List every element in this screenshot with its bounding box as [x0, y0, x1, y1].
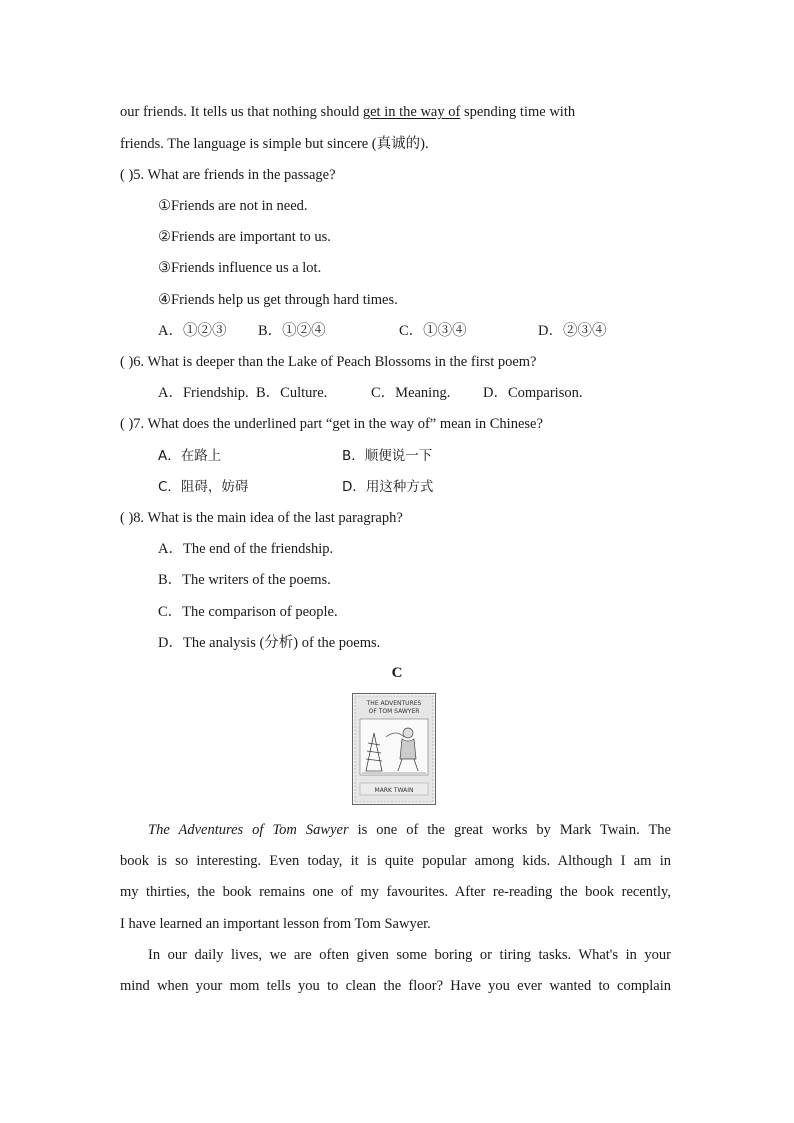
q7-option-a[interactable]: A．在路上 — [158, 448, 222, 464]
para1-line-3: my thirties, the book remains one of my favourites. After re-reading the book recently, — [120, 884, 671, 900]
q7-option-c[interactable]: C．阻碍，妨碍 — [158, 479, 249, 495]
statement-1: ①Friends are not in need. — [158, 198, 308, 214]
book-cover-image — [352, 693, 436, 805]
q6-option-c[interactable]: C．Meaning. — [371, 385, 451, 401]
para1-line-2: book is so interesting. Even today, it is quite popular among kids. Although I am in — [120, 853, 671, 869]
q5-option-a[interactable]: A．①②③ — [158, 323, 227, 339]
statement-2: ②Friends are important to us. — [158, 229, 331, 245]
question-5-stem: ( )5. What are friends in the passage? — [120, 167, 336, 183]
statement-4: ④Friends help us get through hard times. — [158, 292, 398, 308]
q5-option-d[interactable]: D．②③④ — [538, 323, 607, 339]
q8-option-a[interactable]: A．The end of the friendship. — [158, 541, 334, 557]
passage-text: our friends. It tells us that nothing should — [120, 104, 363, 120]
svg-text:THE ADVENTURES: THE ADVENTURES — [366, 700, 422, 707]
para2-line-2: mind when your mom tells you to clean the floor? Have you ever wanted to complain — [120, 978, 671, 994]
q7-option-d[interactable]: D．用这种方式 — [342, 479, 434, 495]
passage-line-1 — [120, 102, 671, 122]
question-7-stem: ( )7. What does the underlined part “get in the way of” mean in Chinese? — [120, 416, 543, 432]
q8-option-c[interactable]: C．The comparison of people. — [158, 604, 338, 620]
q6-option-d[interactable]: D．Comparison. — [483, 385, 583, 401]
para1-line-4: I have learned an important lesson from Tom Sawyer. — [120, 916, 431, 932]
passage-line-2: friends. The language is simple but sincere (真诚的). — [120, 136, 429, 152]
para2-line-1: In our daily lives, we are often given some boring or tiring tasks. What's in your — [148, 947, 671, 963]
question-8-stem: ( )8. What is the main idea of the last paragraph? — [120, 510, 403, 526]
q6-option-a[interactable]: A．Friendship. — [158, 385, 249, 401]
statement-3: ③Friends influence us a lot. — [158, 260, 322, 276]
section-heading: C — [391, 665, 403, 681]
question-6-stem: ( )6. What is deeper than the Lake of Peach Blossoms in the first poem? — [120, 354, 537, 370]
q8-option-d[interactable]: D．The analysis (分析) of the poems. — [158, 635, 381, 651]
book-title: The Adventures of Tom Sawyer — [148, 822, 349, 838]
svg-text:MARK TWAIN: MARK TWAIN — [374, 787, 414, 794]
para1-line-1 — [148, 820, 671, 840]
q7-option-b[interactable]: B．顺便说一下 — [342, 448, 433, 464]
q5-option-c[interactable]: C．①③④ — [399, 323, 467, 339]
passage-text: spending time with — [460, 104, 576, 120]
svg-text:OF TOM SAWYER: OF TOM SAWYER — [368, 708, 420, 715]
q8-option-b[interactable]: B．The writers of the poems. — [158, 572, 331, 588]
underlined-phrase: get in the way of — [362, 104, 461, 120]
q6-option-b[interactable]: B．Culture. — [256, 385, 328, 401]
para-text: is one of the great works by Mark Twain. The — [348, 822, 671, 838]
q5-option-b[interactable]: B．①②④ — [258, 323, 326, 339]
